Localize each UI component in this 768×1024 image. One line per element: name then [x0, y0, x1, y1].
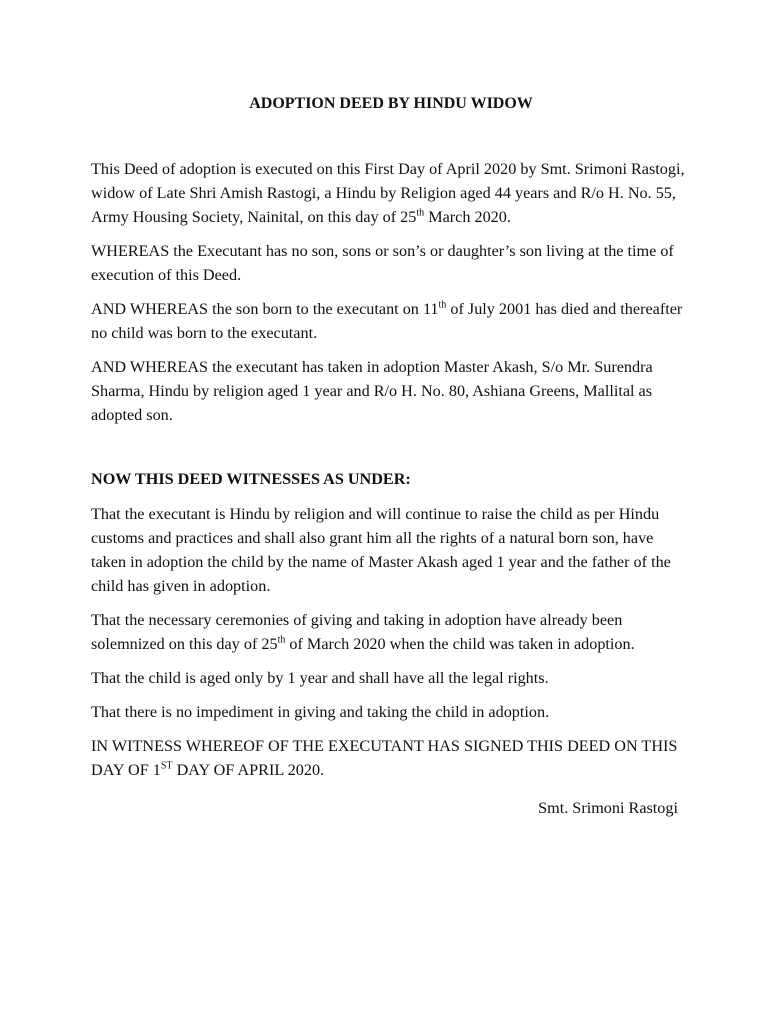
witness-text: IN WITNESS WHEREOF OF THE EXECUTANT HAS SIGNED THIS DEED ON THIS DAY OF 1: [91, 737, 678, 779]
intro-text: This Deed of adoption is executed on this First Day of April 2020 by Smt. Srimoni Rastogi, widow of Late Shri Amish Rastogi, a Hindu by Religion aged 44 years and R/o H. No. 55, Army Housing Society, Nainital, on this day of 25: [91, 160, 685, 226]
document-title: ADOPTION DEED BY HINDU WIDOW: [249, 95, 533, 112]
whereas-paragraph-3: AND WHEREAS the executant has taken in adoption Master Akash, S/o Mr. Surendra Sharma, Hindu by religion aged 1 year and R/o H. No. 80, Ashiana Greens, Mallital as adopted son.: [91, 358, 653, 424]
witness-text-end: DAY OF APRIL 2020.: [172, 761, 325, 779]
clause-2-superscript: th: [277, 634, 286, 646]
clause-paragraph-2: [91, 608, 691, 656]
clause-paragraph-4: That there is no impediment in giving and taking the child in adoption.: [91, 703, 550, 721]
signature-line: Smt. Srimoni Rastogi: [538, 799, 678, 817]
intro-paragraph: [91, 157, 691, 229]
clause-2-text-end: of March 2020 when the child was taken in adoption.: [285, 635, 635, 653]
intro-superscript: th: [416, 207, 425, 219]
witness-paragraph: [91, 734, 691, 782]
clause-paragraph-1: That the executant is Hindu by religion and will continue to raise the child as per Hindu customs and practices and shall also grant him all the rights of a natural born son, have taken in adoption the child by the name of Master Akash aged 1 year and the father of the child has given in adoption.: [91, 505, 671, 595]
witness-superscript: ST: [160, 760, 173, 772]
whereas-2-text-end: of July 2001 has died and thereafter no child was born to the executant.: [91, 300, 683, 342]
clause-paragraph-3: That the child is aged only by 1 year and shall have all the legal rights.: [91, 669, 549, 687]
whereas-2-superscript: th: [438, 299, 447, 311]
whereas-paragraph-2: [91, 297, 691, 345]
clause-2-text: That the necessary ceremonies of giving and taking in adoption have already been solemnized on this day of 25: [91, 611, 623, 653]
section-heading: NOW THIS DEED WITNESSES AS UNDER:: [91, 470, 411, 488]
whereas-2-text: AND WHEREAS the son born to the executant on 11: [91, 300, 439, 318]
intro-text-end: March 2020.: [424, 208, 511, 226]
deed-body: [91, 92, 691, 830]
whereas-paragraph-1: WHEREAS the Executant has no son, sons or son’s or daughter’s son living at the time of execution of this Deed.: [91, 242, 674, 284]
